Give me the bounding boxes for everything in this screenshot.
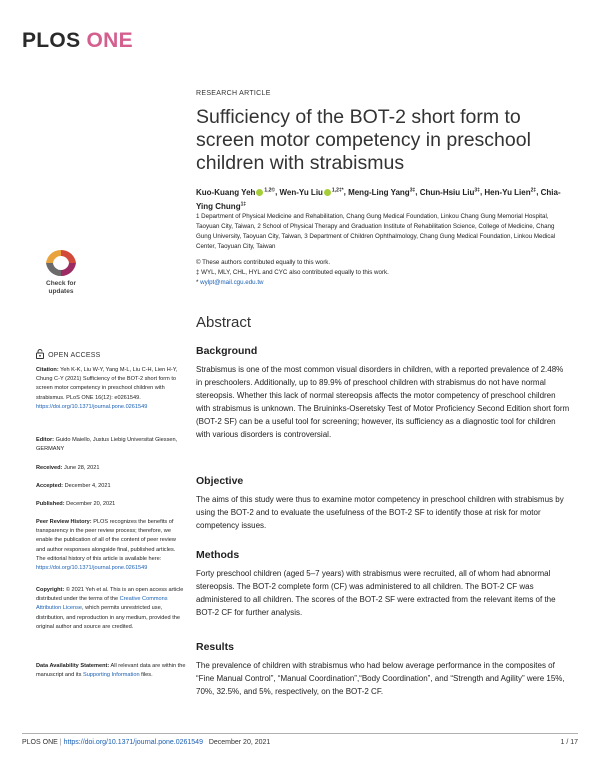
open-lock-icon <box>36 349 44 359</box>
footer-divider <box>22 733 578 734</box>
footer-date: December 20, 2021 <box>208 739 271 746</box>
results-heading: Results <box>196 641 234 653</box>
peer-review-link[interactable]: https://doi.org/10.1371/journal.pone.0261549 <box>36 565 148 572</box>
check-updates-label: Check for updates <box>46 280 76 295</box>
author[interactable]: Wen-Yu Liu $^{1,2\ddagger*}$ <box>279 187 344 197</box>
author[interactable]: Kuo-Kuang Yeh $^{1,2©}$ <box>196 187 276 197</box>
logo-plos: PLOS <box>22 29 81 52</box>
check-for-updates-button[interactable] <box>38 248 84 302</box>
objective-body: The aims of this study were thus to examine motor competency in preschool children with strabismus by using the BOT-2 and to evaluate the usefulness of the BOT-2 SF to identify those at risk for motor competency issues. <box>196 495 564 530</box>
open-access-badge: OPEN ACCESS <box>36 349 101 359</box>
received-date: Received: June 28, 2021 <box>36 465 100 471</box>
author[interactable]: Hen-Yu Lien$^{2\ddagger}$ <box>484 187 537 197</box>
supporting-info-link[interactable]: Supporting Information <box>82 672 140 679</box>
page-number: 1 / 17 <box>560 739 578 746</box>
orcid-icon[interactable] <box>256 189 263 196</box>
affiliations: 1 Department of Physical Medicine and Rehabilitation, Chang Gung Medical Foundation, Linkou Chang Gung Memorial Hospital, Taoyuan City, Taiwan, 2 School of Physical Therapy and Graduation Institute of Rehabilitation Science, College of Medicine, Chang Gung University, Taoyuan City, Taiwan, 3 Department of Children Ophthalmology, Chang Gung Medical Foundation, Linkou Medical Center, Taoyuan City, Taiwan <box>196 213 556 250</box>
author-list: Kuo-Kuang Yeh $^{1,2©}$, Wen-Yu Liu $^{1,2\ddagger*}$, Meng-Ling Yang$^{3\ddagger}$, Chun-Hsiu Liu$^{3\ddagger}$, Hen-Yu Lien$^{2\ddagger}$, Chia-Ying Chung$^{1\ddagger}$ <box>196 187 561 212</box>
background-body: Strabismus is one of the most common visual disorders in children, with a reported prevalence of 2.48% in preschoolers. Additionally, up to 89.9% of preschool children with strabismus do not have normal stereopsis. Whether this lack of normal stereopsis affects the motor competency of preschool children with strabismus is unknown. The Bruininks-Oseretsky Test of Motor Proficiency Second Edition short form (BOT-2 SF) can be a useful tool for screening; however, its sufficiency as a diagnostic tool for children with various disorders is controversial. <box>196 365 570 439</box>
accepted-date: Accepted: December 4, 2021 <box>36 483 111 489</box>
license-link[interactable]: Creative Commons Attribution License <box>36 596 168 612</box>
background-heading: Background <box>196 345 258 357</box>
check-updates-icon <box>38 248 84 278</box>
author[interactable]: Chun-Hsiu Liu$^{3\ddagger}$ <box>419 187 480 197</box>
methods-body: Forty preschool children (aged 5–7 years) with strabismus were recruited, all of whom had abnormal stereopsis. The BOT-2 complete form (CF) was administered to all children. The BOT-2 CF was administered to all children. The scores of the BOT-2 SF were extracted from the relevant items of the BOT-2 CF for further analysis. <box>196 569 556 617</box>
published-date: Published: December 20, 2021 <box>36 501 116 507</box>
journal-logo <box>22 29 133 53</box>
correspondence-note: * wylpt@mail.cgu.edu.tw <box>196 279 264 286</box>
page-footer: PLOS ONE | https://doi.org/10.1371/journal.pone.0261549 December 20, 2021 <box>22 739 271 746</box>
methods-heading: Methods <box>196 549 240 561</box>
data-availability-block: Data Availability Statement: All relevant data are within the manuscript and its Supporting Information files. <box>36 663 186 679</box>
abstract-heading: Abstract <box>196 314 252 331</box>
also-contribution-note: ‡ WYL, MLY, CHL, HYL and CYC also contributed equally to this work. <box>196 269 389 276</box>
citation-doi-link[interactable]: https://doi.org/10.1371/journal.pone.0261549 <box>36 403 148 410</box>
author[interactable]: Meng-Ling Yang$^{3\ddagger}$ <box>348 187 416 197</box>
copyright-block: Copyright: © 2021 Yeh et al. This is an open access article distributed under the terms of the Creative Commons Attribution License, which permits unrestricted use, distribution, and reproduction in any medium, provided the original author and source are credited. <box>36 587 184 630</box>
orcid-icon[interactable] <box>324 189 331 196</box>
email-link[interactable]: wylpt@mail.cgu.edu.tw <box>200 279 264 286</box>
results-body: The prevalence of children with strabismus who had below average performance in the composites of “Fine Manual Control”, “Manual Coordination”,“Body Coordination”, and “Strength and Agility” were 15%, 70%, 32.5%, and 5%, respectively, on the BOT-2 CF. <box>196 661 565 696</box>
article-type: RESEARCH ARTICLE <box>196 90 271 97</box>
editor-block: Editor: Guido Maiello, Justus Liebig Universitat Giessen, GERMANY <box>36 437 178 453</box>
equal-contribution-note: © These authors contributed equally to this work. <box>196 259 331 266</box>
author-notes <box>196 258 566 288</box>
footer-doi-link[interactable]: https://doi.org/10.1371/journal.pone.0261549 <box>63 739 203 746</box>
logo-one: ONE <box>86 29 133 52</box>
objective-heading: Objective <box>196 475 244 487</box>
peer-review-block: Peer Review History: PLOS recognizes the benefits of transparency in the peer review process; therefore, we enable the publication of all of the content of peer review and author responses alongside final, published articles. The editorial history of this article is available here: https://doi.org/10.1371/journal.pone.0261549 <box>36 519 176 572</box>
author[interactable]: Chia-Ying Chung$^{1\ddagger}$ <box>196 187 561 212</box>
citation-block: Citation: Yeh K-K, Liu W-Y, Yang M-L, Liu C-H, Lien H-Y, Chung C-Y (2021) Sufficiency of the BOT-2 short form to screen motor competency in preschool children with strabismus. PLoS ONE 16(12): e0261549. https://doi.org/10.1371/journal.pone.0261549 <box>36 367 178 410</box>
article-title: Sufficiency of the BOT-2 short form to screen motor competency in preschool children with strabismus <box>196 106 531 174</box>
